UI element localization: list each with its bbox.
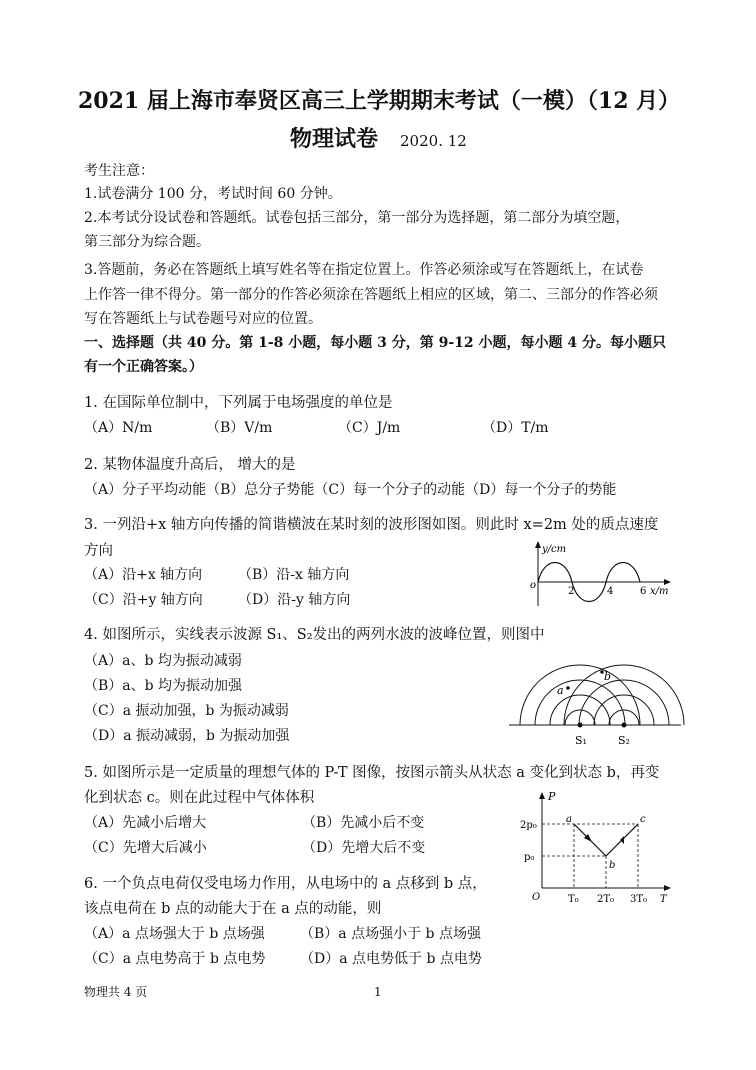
q5-label-p0: p₀	[524, 852, 535, 863]
q5-label-t0: T₀	[568, 894, 579, 905]
q3-tick-6: 6	[640, 586, 647, 597]
q4-option-c: （C）a 振动加强，b 为振动减弱	[84, 703, 289, 719]
q4-label-s2: S₂	[618, 734, 630, 747]
q3-option-a: （A）沿+x 轴方向	[84, 567, 203, 583]
q1-stem: 1. 在国际单位制中，下列属于电场强度的单位是	[84, 395, 393, 411]
section-heading-line-1: 一、选择题（共 40 分。第 1-8 小题，每小题 3 分，第 9-12 小题，每小题 4 分。每小题只	[84, 335, 667, 351]
q5-t-arrow	[664, 885, 671, 891]
q5-option-c: （C）先增大后减小	[84, 840, 207, 856]
footer-page-count: 物理共 4 页	[84, 985, 148, 999]
q5-guide-lines	[542, 824, 638, 888]
subtitle-text: 物理试卷	[290, 126, 379, 152]
q6-option-d: （D）a 点电势低于 b 点电势	[300, 951, 482, 967]
q6-stem-line-1: 6. 一个负点电荷仅受电场力作用，从电场中的 a 点移到 b 点，	[84, 876, 487, 892]
notice-line-1: 1.试卷满分 100 分，考试时间 60 分钟。	[84, 186, 342, 202]
q5-label-b: b	[609, 860, 616, 871]
q5-p-arrow	[539, 792, 545, 799]
q4-stem: 4. 如图所示，实线表示波源 S₁、S₂发出的两列水波的波峰位置，则图中	[84, 627, 545, 643]
notice-line-2b: 第三部分为综合题。	[84, 234, 210, 250]
exam-date: 2020. 12	[400, 132, 467, 150]
q5-label-2p0: 2p₀	[520, 820, 537, 831]
q6-stem-line-2: 该点电荷在 b 点的动能大于在 a 点的动能，则	[84, 901, 382, 917]
q3-xlabel: x/m	[650, 586, 669, 597]
notice-line-3a: 3.答题前，务必在答题纸上填写姓名等在指定位置上。作答必须涂或写在答题纸上，在试卷	[84, 262, 644, 278]
notice-line-3b: 上作答一律不得分。第一部分的作答必须涂在答题纸上相应的区域，第二、三部分的作答必须	[84, 287, 658, 303]
footer-page-number: 1	[374, 985, 382, 999]
q4-option-d: （D）a 振动减弱，b 为振动加强	[84, 728, 290, 744]
q1-option-b: （B）V/m	[206, 420, 273, 436]
q3-tick-2: 2	[568, 586, 575, 597]
q4-wave-figure	[505, 650, 685, 750]
section-heading-line-2: 有一个正确答案。）	[84, 359, 203, 375]
q3-ylabel: y/cm	[542, 544, 567, 555]
q3-x-arrow	[664, 579, 671, 585]
q5-stem-line-2: 化到状态 c。则在此过程中气体体积	[84, 790, 315, 806]
page-subtitle	[290, 126, 467, 152]
q5-option-d: （D）先增大后不变	[302, 840, 426, 856]
q4-source-s1	[578, 723, 583, 728]
q4-point-a	[566, 686, 570, 690]
q5-label-a: a	[566, 814, 572, 825]
q4-label-s1: S₁	[575, 734, 587, 747]
q4-label-b: b	[604, 670, 612, 683]
q5-label-3t0: 3T₀	[630, 894, 648, 905]
q5-option-a: （A）先减小后增大	[84, 815, 207, 831]
q6-option-c: （C）a 点电势高于 b 点电势	[84, 951, 266, 967]
q3-option-c: （C）沿+y 轴方向	[84, 592, 203, 608]
q1-option-c: （C）J/m	[338, 420, 401, 436]
q5-pt-figure	[518, 788, 678, 910]
q5-label-c: c	[640, 814, 646, 825]
q3-y-arrow	[535, 541, 541, 548]
q3-origin: o	[530, 580, 537, 591]
q2-stem: 2. 某物体温度升高后， 增大的是	[84, 457, 296, 473]
q1-option-d: （D）T/m	[482, 420, 549, 436]
q6-option-b: （B）a 点场强小于 b 点场强	[300, 926, 481, 942]
q4-option-b: （B）a、b 均为振动加强	[84, 678, 243, 694]
q3-stem-line-1: 3. 一列沿+x 轴方向传播的简谐横波在某时刻的波形图如图。则此时 x=2m 处的质点速度	[84, 517, 659, 533]
q5-arrow-bc	[620, 836, 624, 844]
q5-label-t: T	[660, 894, 667, 905]
q5-label-origin: O	[532, 892, 541, 903]
q5-stem-line-1: 5. 如图所示是一定质量的理想气体的 P-T 图像，按图示箭头从状态 a 变化到状态 b，再变	[84, 765, 660, 781]
q6-option-a: （A）a 点场强大于 b 点场强	[84, 926, 265, 942]
q4-source-s2	[622, 723, 627, 728]
q3-tick-4: 4	[607, 586, 614, 597]
notice-line-3c: 写在答题纸上与试卷题号对应的位置。	[84, 311, 322, 327]
notice-line-2a: 2.本考试分设试卷和答题纸。试卷包括三部分，第一部分为选择题，第二部分为填空题，	[84, 210, 630, 226]
q5-label-p: P	[548, 790, 556, 803]
q3-option-b: （B）沿-x 轴方向	[238, 567, 350, 583]
q4-label-a: a	[557, 684, 564, 697]
q4-option-a: （A）a、b 均为振动减弱	[84, 653, 242, 669]
q3-option-d: （D）沿-y 轴方向	[238, 592, 351, 608]
page-title: 2021 届上海市奉贤区高三上学期期末考试（一模）（12 月）	[78, 88, 681, 114]
notice-heading: 考生注意：	[84, 163, 154, 179]
q3-wave-figure	[520, 538, 680, 610]
q3-stem-line-2: 方向	[84, 543, 113, 559]
q5-label-2t0: 2T₀	[597, 894, 615, 905]
q2-options: （A）分子平均动能（B）总分子势能（C）每一个分子的动能（D）每一个分子的势能	[84, 482, 617, 498]
q1-option-a: （A）N/m	[84, 420, 153, 436]
q5-option-b: （B）先减小后不变	[302, 815, 425, 831]
